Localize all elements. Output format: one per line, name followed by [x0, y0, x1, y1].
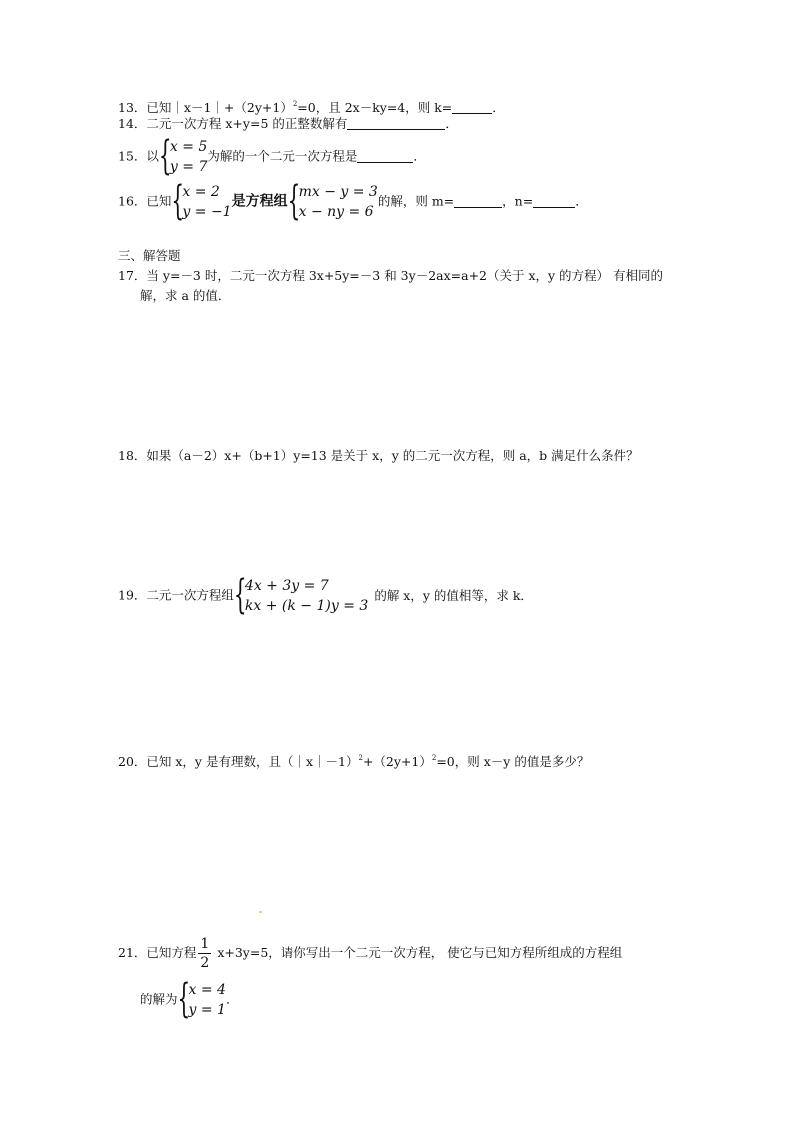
q16-solution-system — [171, 176, 232, 224]
stray-mark — [259, 911, 262, 913]
q15-answer-blank[interactable] — [357, 151, 413, 163]
q16-suffix: 的解，则 m= — [377, 193, 455, 209]
section-heading: 三、解答题 — [118, 248, 181, 263]
question-17-line2: 解，求 a 的值． — [140, 288, 231, 303]
q19-row1: 4x + 3y = 7 — [244, 578, 329, 594]
question-15 — [118, 131, 426, 179]
question-21-line2 — [140, 974, 239, 1022]
q16-a-row2: y = −1 — [182, 204, 232, 220]
q13-prefix: 13．已知｜x－1｜+（2y+1） — [118, 100, 293, 115]
left-brace-icon: { — [233, 570, 247, 618]
q16-sep: ，n= — [502, 193, 534, 209]
q15-suffix: 为解的一个二元一次方程是 — [207, 148, 358, 164]
q21-end: ． — [225, 991, 239, 1007]
question-19 — [118, 570, 533, 618]
q20-middle: +（2y+1） — [362, 754, 432, 769]
q14-answer-blank[interactable] — [347, 118, 445, 130]
q19-system — [233, 570, 369, 618]
q15-end: ． — [413, 148, 426, 164]
q15-prefix: 15．以 — [118, 148, 159, 164]
question-14 — [118, 116, 458, 132]
q16-b-row2: x − ny = 6 — [298, 204, 374, 220]
q21-row1: x = 4 — [188, 982, 226, 998]
q16-m-blank[interactable] — [454, 196, 502, 208]
q16-prefix: 16．已知 — [118, 193, 172, 209]
q14-end: ． — [445, 116, 458, 131]
q21-line2-prefix: 的解为 — [140, 991, 178, 1007]
q13-exponent: 2 — [292, 100, 298, 108]
q16-n-blank[interactable] — [533, 196, 575, 208]
left-brace-icon: { — [171, 176, 185, 224]
question-17-line1: 17．当 y=－3 时，二元一次方程 3x+5y=－3 和 3y－2ax=a+2（关于 x，y 的方程） 有相同的 — [118, 268, 664, 283]
q16-a-row1: x = 2 — [182, 184, 220, 200]
q13-answer-blank[interactable] — [452, 102, 492, 114]
q15-row2: y = 7 — [169, 159, 208, 175]
q16-equation-system — [287, 176, 378, 224]
question-21-line1 — [118, 935, 622, 972]
q21-numerator: 1 — [200, 936, 210, 952]
q15-row1: x = 5 — [169, 139, 208, 155]
q19-prefix: 19．二元一次方程组 — [118, 587, 234, 603]
q19-row2: kx + (k − 1)y = 3 — [244, 598, 369, 614]
q13-middle: =0，且 2x－ky=4，则 k= — [297, 100, 453, 115]
question-16 — [118, 176, 588, 224]
q21-prefix: 21．已知方程 — [118, 945, 197, 960]
q21-system — [177, 974, 226, 1022]
q16-middle: 是方程组 — [231, 193, 288, 210]
q21-suffix: x+3y=5，请你写出一个二元一次方程， 使它与已知方程所组成的方程组 — [217, 945, 623, 960]
q21-denominator: 2 — [200, 955, 210, 971]
q19-suffix: 的解 x，y 的值相等，求 k． — [374, 587, 533, 603]
question-20 — [118, 750, 589, 770]
left-brace-icon: { — [287, 176, 301, 224]
q15-system — [158, 131, 208, 179]
q20-exponent-2: 2 — [431, 754, 437, 762]
q21-fraction — [198, 935, 211, 972]
left-brace-icon: { — [158, 131, 172, 179]
question-13 — [118, 96, 505, 116]
q20-suffix: =0，则 x－y 的值是多少？ — [436, 754, 590, 769]
q14-prefix: 14．二元一次方程 x+y=5 的正整数解有 — [118, 116, 348, 131]
q16-b-row1: mx − y = 3 — [298, 184, 378, 200]
q16-end: ． — [575, 193, 588, 209]
question-18: 18．如果（a－2）x+（b+1）y=13 是关于 x，y 的二元一次方程，则 a，b 满足什么条件？ — [118, 448, 639, 463]
q20-prefix: 20．已知 x，y 是有理数，且（｜x｜－1） — [118, 754, 359, 769]
q13-end: ． — [492, 100, 505, 115]
q21-row2: y = 1 — [188, 1002, 226, 1018]
left-brace-icon: { — [177, 974, 191, 1022]
q20-exponent-1: 2 — [358, 754, 363, 762]
